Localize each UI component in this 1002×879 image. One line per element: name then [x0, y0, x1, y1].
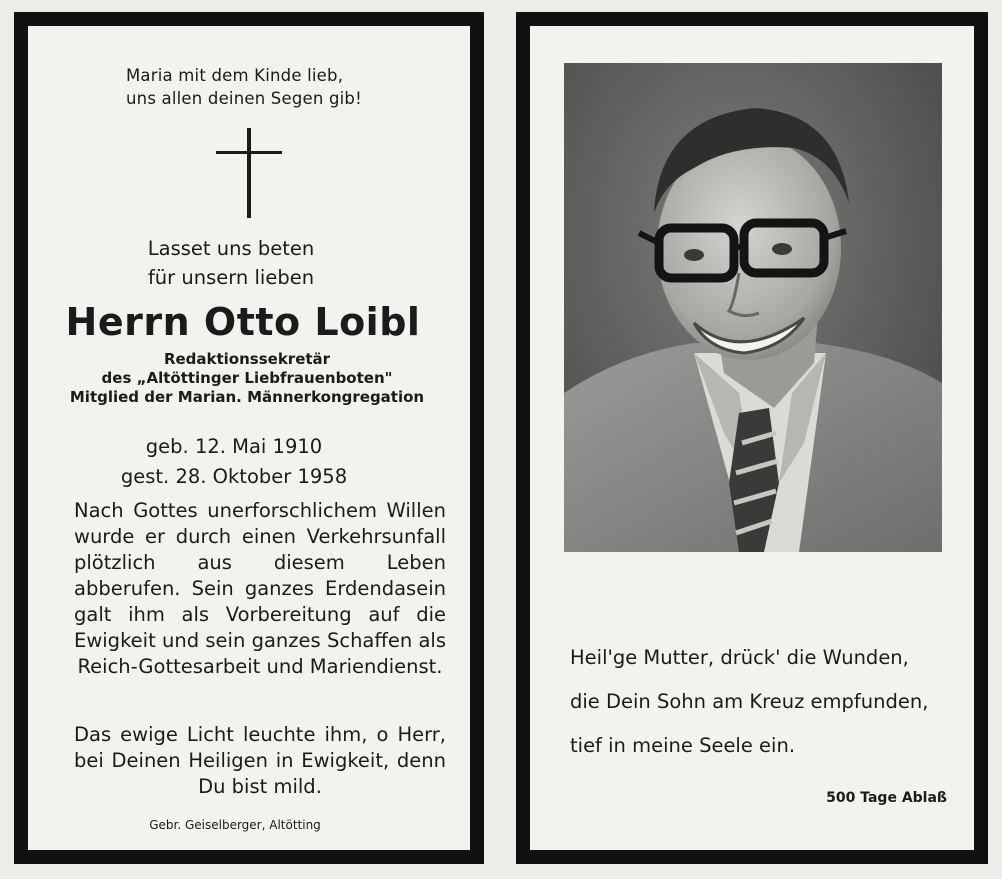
pray-line-1: Lasset uns beten: [147, 237, 315, 260]
role-line-3: Mitglied der Marian. Männerkongregation: [69, 388, 425, 406]
cross-icon: [216, 128, 282, 218]
birth-date: geb. 12. Mai 1910: [145, 435, 323, 458]
role-line-1: Redaktionssekretär: [163, 350, 331, 368]
obituary-text: Nach Gottes unerforschlichem Willen wurde er durch einen Verkehrsunfall plötzlich aus diesem Leben abberufen. Sein ganzes Erdendasein galt ihm als Vorbereitung auf die Ewigkeit und sein ganzes Schaffen als Reich-Gottesarbeit und Mariendienst.: [74, 499, 446, 678]
deceased-name: Herrn Otto Loibl: [65, 300, 421, 344]
memorial-card-left: [14, 12, 484, 864]
marian-motto: [28, 64, 470, 110]
role-line-2: des „Altöttinger Liebfrauenboten": [101, 369, 393, 387]
life-dates: [28, 432, 470, 492]
indulgence-note: 500 Tage Ablaß: [826, 790, 947, 806]
verse-line-2: die Dein Sohn am Kreuz empfunden,: [570, 690, 929, 713]
verse-line-1: Heil'ge Mutter, drück' die Wunden,: [570, 646, 909, 669]
right-card-paper: [530, 26, 974, 850]
prayer-intro: [28, 234, 470, 292]
deceased-roles: [28, 350, 470, 407]
eternal-light-prayer: Das ewige Licht leuchte ihm, o Herr, bei Deinen Heiligen in Ewigkeit, denn Du bist mild.: [74, 723, 446, 798]
motto-line-1: Maria mit dem Kinde lieb,: [126, 66, 344, 85]
left-card-paper: [28, 26, 470, 850]
marian-verse: [570, 636, 970, 768]
portrait-photo: [564, 63, 942, 552]
pray-line-2: für unsern lieben: [147, 266, 315, 289]
memorial-card-right: [516, 12, 988, 864]
printer-credit: Gebr. Geiselberger, Altötting: [149, 818, 321, 832]
motto-line-2: uns allen deinen Segen gib!: [126, 89, 362, 108]
death-date: gest. 28. Oktober 1958: [120, 465, 348, 488]
verse-line-3: tief in meine Seele ein.: [570, 734, 796, 757]
